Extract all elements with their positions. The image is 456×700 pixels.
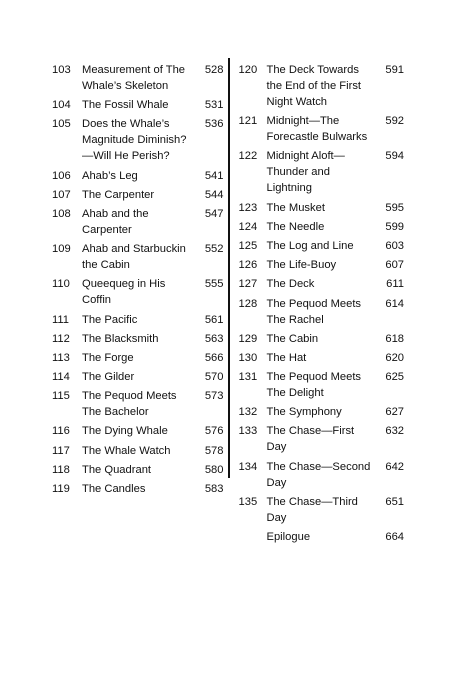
toc-entry [239,113,405,145]
toc-entry [52,462,224,478]
table-of-contents [52,62,404,548]
chapter-number: 120 [238,64,258,76]
chapter-number: 124 [238,220,258,233]
chapter-title: The Forge [82,351,134,364]
chapter-title: The Pacific [82,313,138,326]
toc-column-right [230,62,405,548]
chapter-title: The Carpenter [82,188,155,201]
page-number: 591 [385,64,405,76]
chapter-number: 107 [52,188,71,201]
chapter-title: The Hat [266,351,307,364]
chapter-title: Ahab and the Carpenter [82,207,149,236]
chapter-number: 126 [238,259,258,272]
toc-entry [52,369,224,385]
page-number: 627 [385,406,405,419]
page-number: 536 [204,118,224,131]
page-number: 592 [385,115,405,128]
chapter-title: The Life-Buoy [266,259,337,272]
chapter-number: 131 [238,371,258,384]
chapter-number: 108 [52,207,71,220]
toc-entry [52,423,224,439]
page-number: 578 [204,444,224,457]
chapter-number: 121 [238,115,258,128]
chapter-title: The Fossil Whale [82,99,169,112]
chapter-title: The Chase—Third Day [266,495,358,524]
chapter-number: 117 [52,444,70,457]
chapter-number: 118 [52,463,70,476]
chapter-title: Ahab’s Leg [82,169,138,182]
chapter-number: 105 [52,118,71,131]
chapter-title: The Deck [266,278,315,291]
chapter-title: Midnight—The Forecastle Bulwarks [266,115,368,144]
toc-entry [239,494,405,526]
chapter-title: Midnight Aloft— Thunder and Lightning [266,150,345,195]
page-number: 576 [204,425,224,438]
toc-entry [239,331,405,347]
chapter-number: 134 [238,460,258,473]
chapter-title: The Dying Whale [82,425,168,438]
page-number: 563 [204,332,224,345]
page-number: 664 [385,531,405,543]
page-number: 573 [204,390,224,403]
chapter-number: 114 [52,371,70,384]
page-number: 618 [385,332,405,345]
page-number: 599 [385,220,405,233]
chapter-number: 119 [52,483,70,495]
chapter-title: The Candles [82,483,146,495]
chapter-number: 115 [52,390,70,403]
page-number: 580 [204,463,224,476]
toc-entry [52,62,224,94]
chapter-number: 113 [52,351,70,364]
chapter-title: Ahab and Starbuckin the Cabin [82,243,186,272]
chapter-number: 127 [238,278,258,291]
page-number: 544 [204,188,224,201]
toc-entry [239,459,405,491]
chapter-number: 125 [238,239,258,252]
toc-entry [239,62,405,110]
page-number: 541 [204,169,224,182]
toc-entry [239,257,405,273]
chapter-number: 106 [52,169,71,182]
chapter-number: 103 [52,64,71,76]
toc-entry [52,187,224,203]
page-number: 566 [204,351,224,364]
chapter-title: Epilogue [266,531,311,543]
chapter-title: The Deck Towards the End of the First Night Watch [266,64,362,108]
chapter-number: 128 [238,297,258,310]
chapter-title: The Chase—Second Day [266,460,371,489]
page-number: 552 [204,243,224,256]
chapter-number: 109 [52,243,71,256]
toc-entry [52,443,224,459]
chapter-number: 112 [52,332,70,345]
page-number: 594 [385,150,405,163]
chapter-number: 123 [238,201,258,214]
page-number: 561 [204,313,224,326]
page-number: 595 [385,201,405,214]
chapter-title: Measurement of The Whale’s Skeleton [82,64,186,92]
chapter-title: The Pequod Meets The Delight [266,371,362,400]
chapter-title: The Needle [266,220,325,233]
chapter-number: 129 [238,332,258,345]
toc-entry [239,296,405,328]
toc-entry [239,238,405,254]
page-number: 531 [204,99,224,112]
chapter-number: 133 [238,425,258,438]
chapter-title: The Chase—First Day [266,425,355,454]
toc-entry [239,148,405,196]
toc-entry [239,219,405,235]
toc-entry [52,97,224,113]
page-number: 583 [204,483,224,495]
toc-column-left [52,62,228,548]
chapter-title: The Pequod Meets The Bachelor [82,390,177,419]
page-number: 547 [204,207,224,220]
toc-entry [52,388,224,420]
page-number: 607 [385,259,405,272]
toc-entry [52,116,224,164]
chapter-number [239,529,267,545]
chapter-title: Queequeg in His Coffin [82,278,166,307]
chapter-number: 110 [52,278,70,291]
toc-entry [52,241,224,273]
chapter-number: 130 [238,351,258,364]
chapter-number: 122 [238,150,258,163]
toc-entry [52,312,224,328]
toc-entry [239,529,405,545]
chapter-title: The Whale Watch [82,444,171,457]
page-number: 603 [385,239,405,252]
chapter-title: The Quadrant [82,463,152,476]
chapter-number: 135 [238,495,258,508]
toc-entry [239,276,405,292]
chapter-number: 111 [52,313,70,326]
page-number: 642 [385,460,405,473]
chapter-title: The Blacksmith [82,332,159,345]
chapter-title: The Musket [266,201,325,214]
chapter-title: The Gilder [82,371,135,384]
page-number: 611 [386,278,405,291]
chapter-title: The Symphony [266,406,342,419]
toc-entry [52,168,224,184]
page-number: 632 [385,425,405,438]
chapter-number: 104 [52,99,71,112]
page-number: 651 [385,495,405,508]
chapter-number: 116 [52,425,70,438]
toc-entry [52,350,224,366]
toc-entry [239,404,405,420]
page-number: 555 [204,278,224,291]
page-number: 620 [385,351,405,364]
toc-entry [52,331,224,347]
page-number: 528 [204,64,224,76]
chapter-title: The Log and Line [266,239,354,252]
page-number: 570 [204,371,224,384]
toc-entry [52,276,224,308]
chapter-title: Does the Whale’s Magnitude Diminish? —Will He Perish? [82,118,187,163]
chapter-title: The Cabin [266,332,319,345]
page-number: 625 [385,371,405,384]
toc-entry [52,481,224,497]
page-number: 614 [385,297,405,310]
chapter-number: 132 [238,406,258,419]
toc-entry [239,369,405,401]
toc-entry [52,206,224,238]
toc-entry [239,200,405,216]
chapter-title: The Pequod Meets The Rachel [266,297,362,326]
toc-entry [239,423,405,455]
toc-entry [239,350,405,366]
